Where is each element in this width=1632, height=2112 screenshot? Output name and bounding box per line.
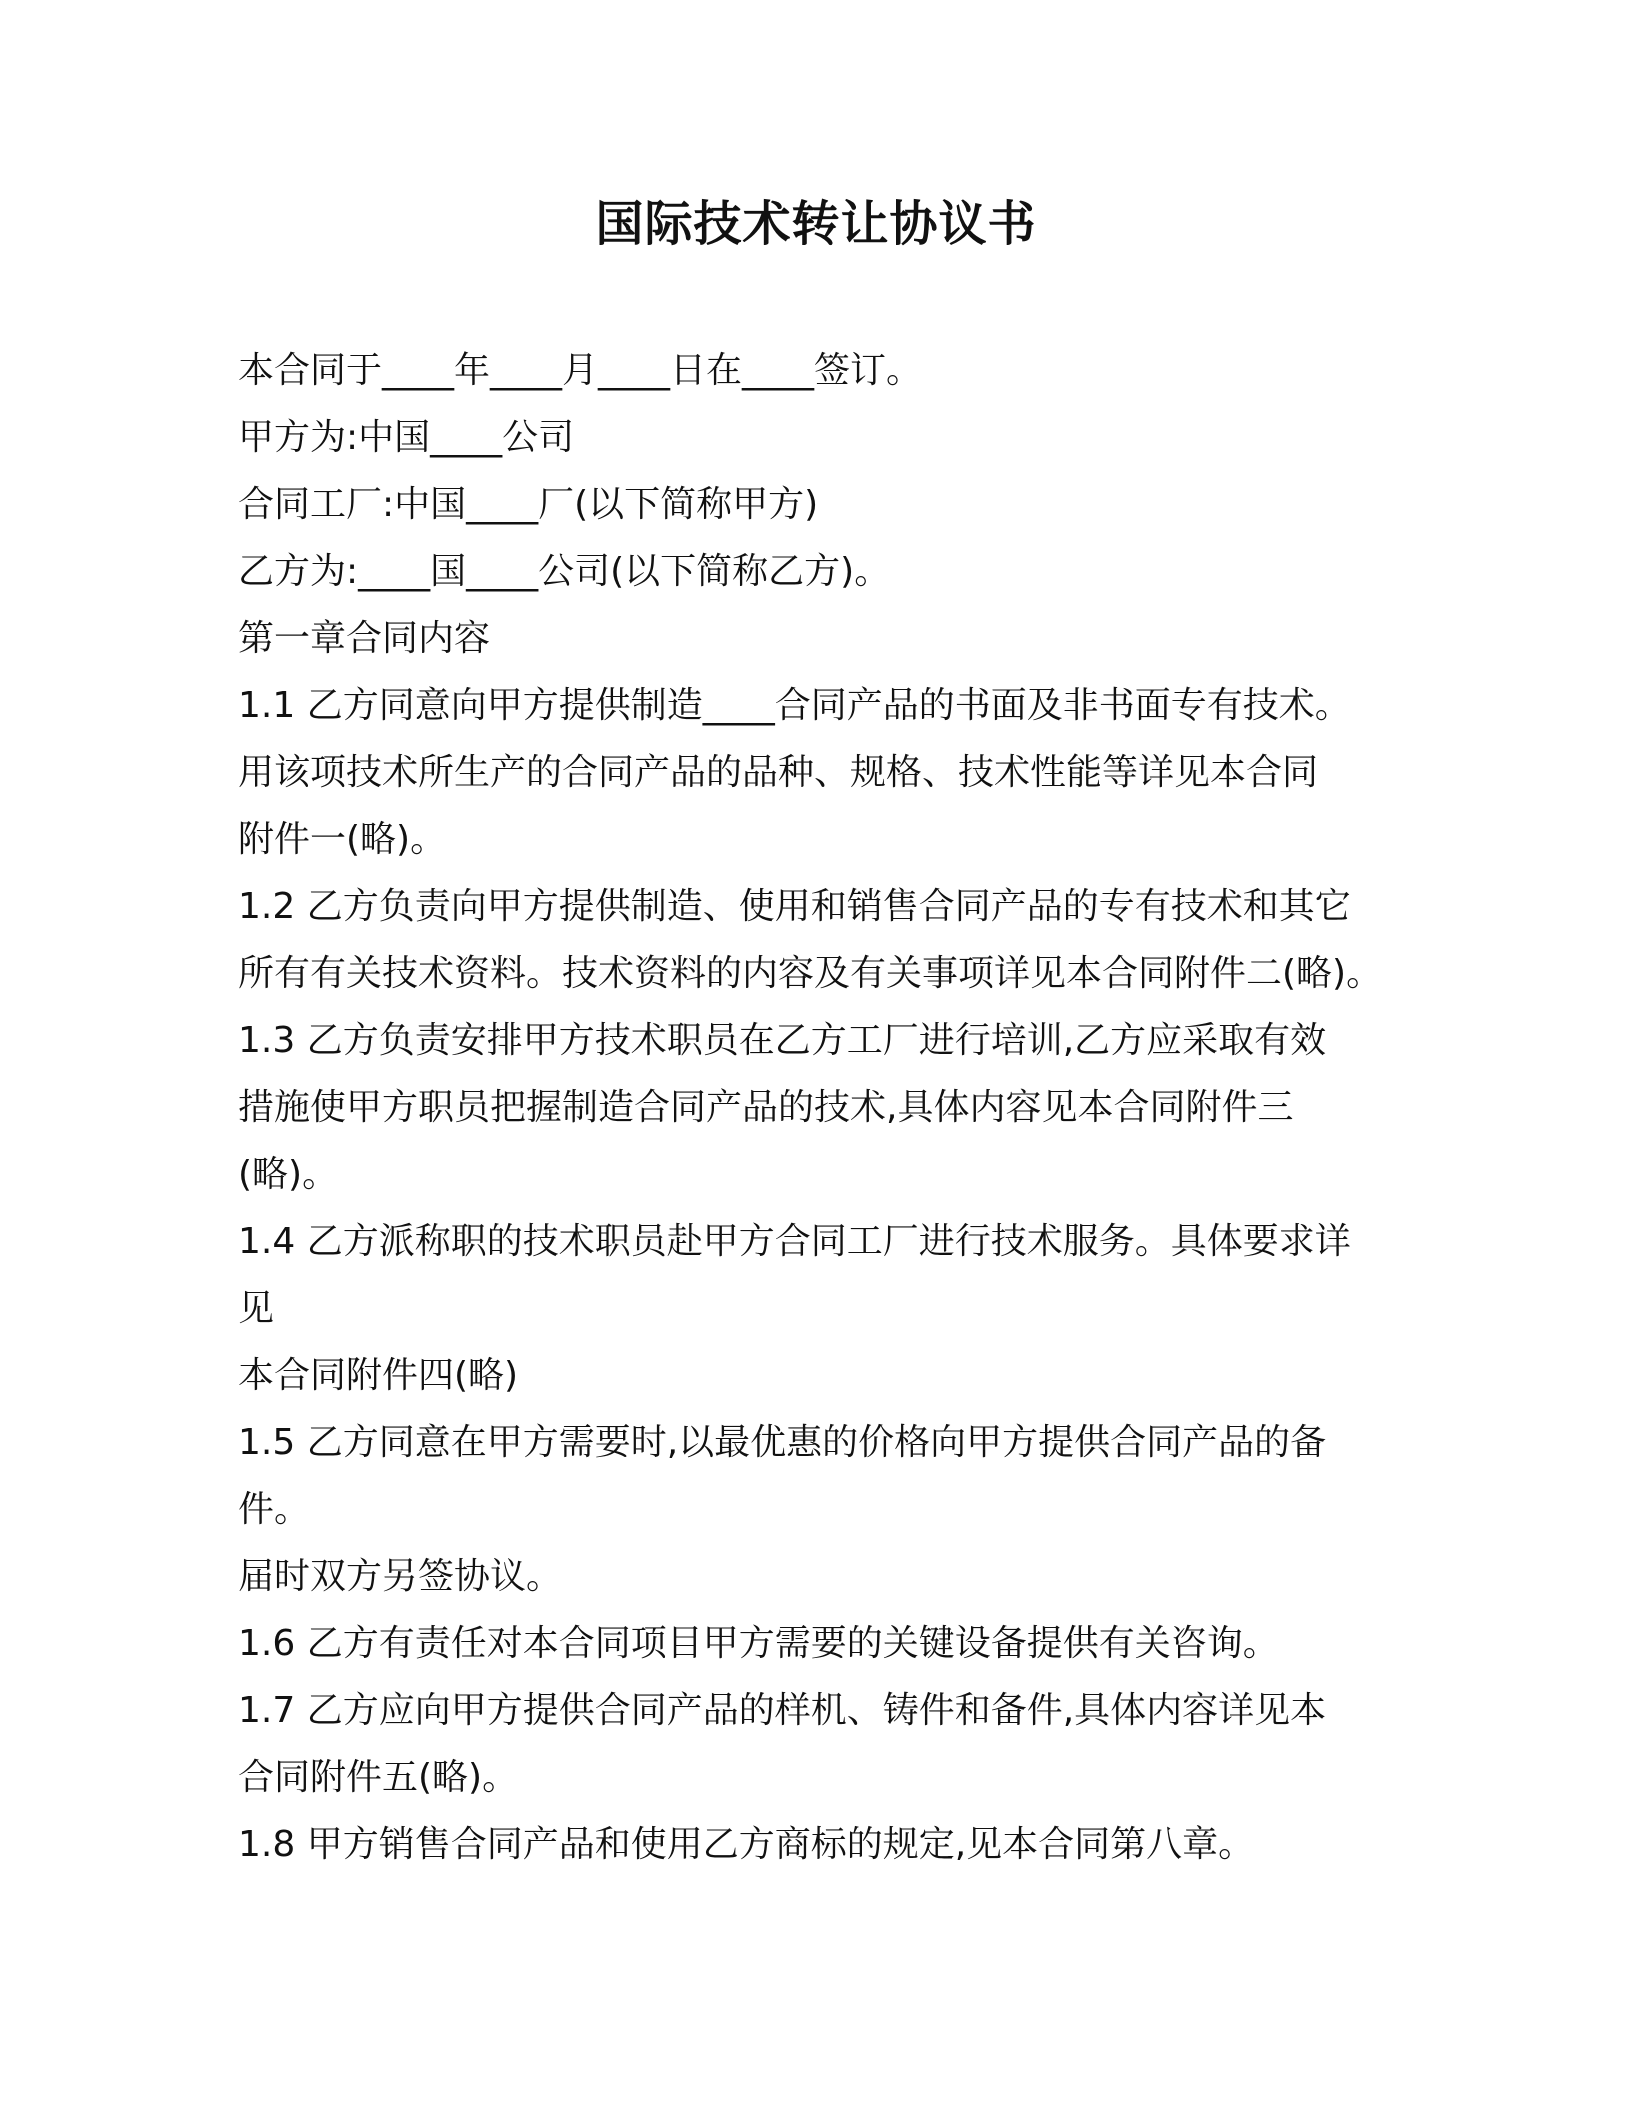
text-line: 附件一(略)。 [238, 819, 447, 860]
text-line: 本合同附件四(略) [238, 1355, 519, 1396]
text-line: (略)。 [238, 1154, 339, 1195]
text-line: 所有有关技术资料。技术资料的内容及有关事项详见本合同附件二(略)。 [238, 953, 1383, 994]
text-line: 见 [238, 1288, 275, 1329]
text-line: 届时双方另签协议。 [238, 1556, 563, 1597]
text-line: 1.7 乙方应向甲方提供合同产品的样机、铸件和备件,具体内容详见本 [238, 1690, 1327, 1731]
document-title: 国际技术转让协议书 [595, 196, 1037, 252]
text-line: 用该项技术所生产的合同产品的品种、规格、技术性能等详见本合同 [238, 752, 1319, 793]
document-body [238, 337, 1418, 1878]
text-line: 甲方为:中国____公司 [238, 417, 575, 458]
text-line: 1.1 乙方同意向甲方提供制造____合同产品的书面及非书面专有技术。 [238, 685, 1351, 726]
text-line: 件。 [238, 1489, 311, 1530]
text-line: 本合同于____年____月____日在____签订。 [238, 350, 923, 391]
text-line: 1.3 乙方负责安排甲方技术职员在乙方工厂进行培训,乙方应采取有效 [238, 1020, 1327, 1061]
text-line: 1.8 甲方销售合同产品和使用乙方商标的规定,见本合同第八章。 [238, 1824, 1255, 1865]
text-line: 1.6 乙方有责任对本合同项目甲方需要的关键设备提供有关咨询。 [238, 1623, 1279, 1664]
text-line: 乙方为:____国____公司(以下简称乙方)。 [238, 551, 891, 592]
text-line: 1.5 乙方同意在甲方需要时,以最优惠的价格向甲方提供合同产品的备 [238, 1422, 1327, 1463]
text-line: 1.2 乙方负责向甲方提供制造、使用和销售合同产品的专有技术和其它 [238, 886, 1351, 927]
text-line: 合同工厂:中国____厂(以下简称甲方) [238, 484, 819, 525]
text-line: 措施使甲方职员把握制造合同产品的技术,具体内容见本合同附件三 [238, 1087, 1294, 1128]
text-line: 合同附件五(略)。 [238, 1757, 519, 1798]
chapter-heading: 第一章合同内容 [238, 618, 491, 659]
text-line: 1.4 乙方派称职的技术职员赴甲方合同工厂进行技术服务。具体要求详 [238, 1221, 1351, 1262]
